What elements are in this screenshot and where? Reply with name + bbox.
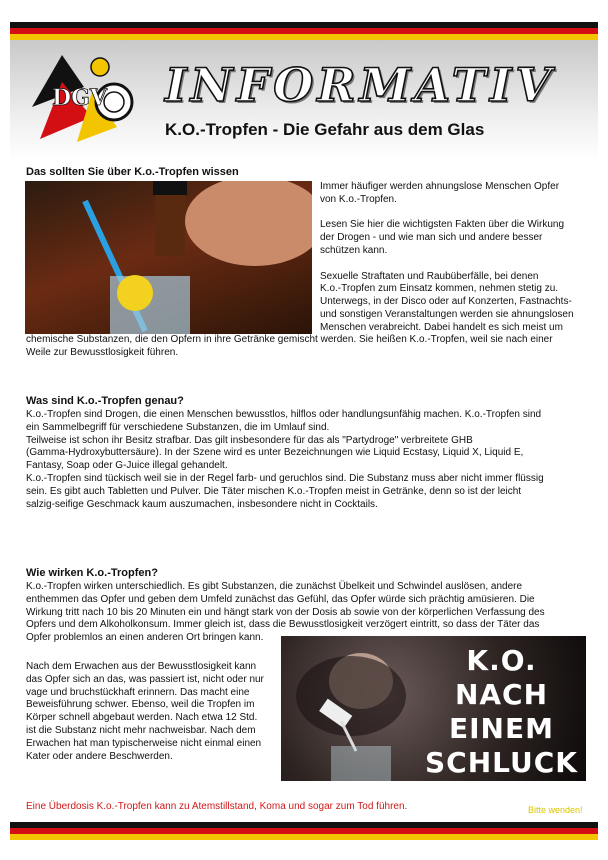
- text-line: Immer häufiger werden ahnungslose Menschen Opfer: [320, 181, 560, 192]
- text-line: Fantasy, Soap oder G-Juice illegal gehandelt.: [26, 460, 228, 472]
- what-are-text: [26, 409, 601, 511]
- section-heading-facts: Das sollten Sie über K.o.-Tropfen wissen: [26, 166, 239, 178]
- text-line: chemische Substanzen, die den Opfern in ihre Getränke gemischt werden. Sie heißen K.o.-Tropfen, weil sie nach einer: [26, 334, 553, 345]
- text-line: Opfer problemlos an einen anderen Ort bringen kann.: [26, 632, 264, 644]
- page-subtitle: K.O.-Tropfen - Die Gefahr aus dem Glas: [165, 120, 485, 139]
- text-line: Opfers und dem Alkoholkonsum. Immer gleich ist, dass die Bewusstlosigkeit verzögert eintritt, so dass der Täter das: [26, 619, 540, 631]
- text-line: schützen kann.: [320, 244, 388, 256]
- dgv-logo: [22, 47, 142, 147]
- photo-dropper-into-drink: [25, 181, 312, 334]
- text-line: enthemmen das Opfer und geben dem Umfeld zunächst das Gefühl, das Opfer würde sich prächtig amüsieren. Die: [26, 593, 535, 605]
- text-line: Beweisführung schwer. Ebenso, weil die Tropfen im: [26, 699, 255, 711]
- text-line: Erwachen hat man typischerweise nicht einmal einen: [26, 737, 262, 749]
- text-line: Wirkung tritt nach 10 bis 20 Minuten ein und hängt stark von der Dosis ab sowie von der körperlichen Verfassung des: [26, 606, 545, 618]
- text-line: Sexuelle Straftaten und Raubüberfälle, bei denen: [320, 270, 539, 282]
- flag-stripe-bottom: [10, 822, 598, 840]
- text-line: das Opfer sich an das, was passiert ist, nicht oder nur: [26, 673, 264, 685]
- text-line: Teilweise ist schon ihr Besitz strafbar. Das gilt insbesondere für das als "Partydroge" verbreitete GHB: [26, 434, 473, 446]
- section-heading-effects: Wie wirken K.o.-Tropfen?: [26, 567, 158, 579]
- text-line: sein. Es gibt auch Tabletten und Pulver. Die Täter mischen K.o.-Tropfen meist in Getränke, denn so ist der leicht: [26, 485, 522, 497]
- text-line: der Drogen - und wie man sich und andere besser: [320, 232, 543, 244]
- text-line: Körper schnell abgebaut werden. Nach etwa 12 Std.: [26, 712, 258, 724]
- text-line: von K.o.-Tropfen.: [320, 193, 397, 205]
- text-line: Kater oder andere Beschwerden.: [26, 750, 173, 762]
- text-line: Weile zur Bewusstlosigkeit führen.: [26, 346, 179, 358]
- text-line: K.o.-Tropfen sind tückisch weil sie in der Regel farb- und geruchlos sind. Die Substanz muss aber nicht immer flüssig: [26, 472, 544, 484]
- text-line: K.o.-Tropfen zum Einsatz kommen, nehmen stetig zu.: [320, 283, 559, 295]
- effects-after-waking-text: [26, 661, 278, 763]
- text-line: ist die Substanz nicht mehr nachweisbar. Nach dem: [26, 724, 256, 736]
- text-line: K.o.-Tropfen wirken unterschiedlich. Es gibt Substanzen, die zunächst Übelkeit und Schwindel auslösen, andere: [26, 581, 523, 592]
- text-line: [320, 258, 595, 271]
- text-line: [320, 207, 595, 220]
- text-line: ein Sammelbegriff für verschiedene Substanzen, die im Umlauf sind.: [26, 421, 330, 433]
- text-line: salzig-seifige Geschmack kaum auszumachen, insbesondere nicht in Cocktails.: [26, 498, 378, 510]
- caption-line: SCHLUCK: [425, 746, 578, 779]
- text-line: vage und bruchstückhaft erinnern. Das macht eine: [26, 686, 250, 698]
- text-line: K.o.-Tropfen sind Drogen, die einen Menschen bewusstlos, hilflos oder handlungsunfähig machen. K.o.-Tropfen sind: [26, 409, 542, 420]
- text-line: Nach dem Erwachen aus der Bewusstlosigkeit kann: [26, 661, 257, 672]
- text-line: und sonstigen Veranstaltungen werden sie ahnungslosen: [320, 308, 574, 320]
- caption-line: K.O.: [466, 644, 537, 677]
- text-line: Menschen verabreicht. Dabei handelt es sich meist um: [320, 321, 563, 333]
- informativ-wordmark: INFORMATIV: [165, 58, 556, 112]
- photo-dropper-illustration: [25, 181, 312, 334]
- section-heading-what: Was sind K.o.-Tropfen genau?: [26, 395, 184, 407]
- text-line: (Gamma-Hydroxybuttersäure). In der Szene wird es unter Bezeichnungen wie Liquid Ecstasy, Liquid X, Liquid E,: [26, 447, 524, 459]
- photo-ko-nach-einem-schluck: [281, 636, 586, 781]
- caption-line: NACH: [454, 678, 549, 711]
- facts-continued-text: [26, 334, 596, 360]
- flag-stripe-top: [10, 22, 598, 40]
- please-turn-note: Bitte wenden!: [528, 805, 583, 815]
- caption-line: EINEM: [449, 712, 554, 745]
- facts-intro-text: [320, 181, 595, 335]
- text-line: Lesen Sie hier die wichtigsten Fakten über die Wirkung: [320, 219, 565, 231]
- ko-warning-caption: [425, 644, 578, 780]
- logo-letters: DGV: [52, 85, 107, 111]
- text-line: Unterwegs, in der Disco oder auf Konzerten, Fastnachts-: [320, 296, 572, 308]
- overdose-warning: Eine Überdosis K.o.-Tropfen kann zu Atemstillstand, Koma und sogar zum Tod führen.: [26, 801, 408, 812]
